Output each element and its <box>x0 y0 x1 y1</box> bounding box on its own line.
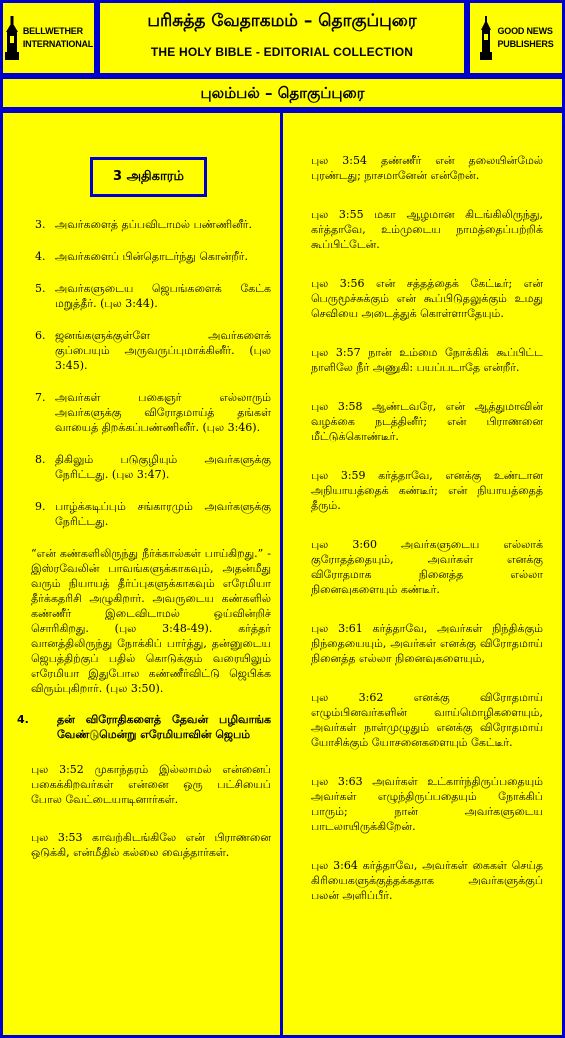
bellwether-logo-box <box>0 0 97 76</box>
section-heading <box>17 712 271 742</box>
item-number: 4. <box>35 250 46 263</box>
verse-paragraph: புல 3:54 தண்ணீர் என் தலையின்மேல் புரண்டது; நாசமானேன் என்றேன். <box>311 154 543 182</box>
right-column <box>280 110 565 1038</box>
item-number: 5. <box>35 282 46 295</box>
right-logo-line-1: GOOD NEWS <box>497 26 553 36</box>
verse-paragraph: புல 3:55 மகா ஆழமான கிடங்கிலிருந்து, கர்த்தாவே, உம்முடைய நாமத்தைப்பற்றிக் கூப்பிட்டேன். <box>311 208 543 251</box>
verse-paragraph: புல 3:59 கர்த்தாவே, எனக்கு உண்டான அநியாயத்தைக் கண்டீர்; என் நியாயத்தைத் தீரும். <box>311 469 543 512</box>
chapter-label: 3 அதிகாரம் <box>90 157 207 197</box>
list-item <box>31 390 271 435</box>
list-item <box>31 499 271 529</box>
tower-icon <box>478 16 494 60</box>
item-text: ஜனங்களுக்குள்ளே அவர்களைக் குப்பையும் அருவருப்புமாக்கினீர். (புல 3:45). <box>55 329 271 372</box>
item-number: 6. <box>35 329 46 342</box>
english-title: THE HOLY BIBLE - EDITORIAL COLLECTION <box>150 45 414 59</box>
item-number: 7. <box>35 391 46 404</box>
verse-paragraph: புல 3:61 கர்த்தாவே, அவர்கள் நிந்திக்கும் நிந்தையையும், அவர்கள் எனக்கு விரோதமாய் நினைத்த எல்லா நினைவுகளையும், <box>311 622 543 665</box>
good-news-logo-box <box>467 0 565 76</box>
verse-paragraph: புல 3:52 முகாந்தரம் இல்லாமல் என்னைப் பகைக்கிறவர்கள் என்னை ஒரு பட்சியைப் போல வேட்டையாடினார்கள். <box>31 763 271 806</box>
verse-paragraph: புல 3:58 ஆண்டவரே, என் ஆத்துமாவின் வழக்கை நடத்தினீர்; என் பிராணனை மீட்டுக்கொண்டீர். <box>311 400 543 443</box>
item-number: 8. <box>35 453 46 466</box>
section-title: தன் விரோதிகளைத் தேவன் பழிவாங்க வேண்டுமென்று எரேமியாவின் ஜெபம் <box>57 713 271 741</box>
list-item <box>31 452 271 482</box>
left-column-content <box>17 217 271 883</box>
tamil-title: பரிசுத்த வேதாகமம் – தொகுப்புரை <box>147 11 417 31</box>
item-number: 3. <box>35 218 46 231</box>
list-item <box>31 328 271 373</box>
book-title: புலம்பல் – தொகுப்புரை <box>200 84 365 102</box>
left-column <box>0 110 283 1038</box>
list-item <box>31 217 271 232</box>
right-column-content <box>311 153 543 927</box>
verse-paragraph: புல 3:57 நான் உம்மை நோக்கிக் கூப்பிட்ட நாளிலே நீர் அணுகி: பயப்படாதே என்றீர். <box>311 346 543 374</box>
header-title-box <box>97 0 467 76</box>
item-text: அவர்களுடைய ஜெபங்களைக் கேட்க மறுத்தீர். (புல 3:44). <box>55 282 271 310</box>
bell-tower-icon <box>4 16 20 60</box>
verse-paragraph: புல 3:64 கர்த்தாவே, அவர்கள் கைகள் செய்த கிரியைகளுக்குத்தக்கதாக அவர்களுக்குப் பலன் அளிப்பீர். <box>311 859 543 902</box>
verse-paragraph: புல 3:62 எனக்கு விரோதமாய் எழும்பினவர்களின் வாய்மொழிகளையும், அவர்கள் நாள்முழுதும் எனக்கு விரோதமாய் யோசிக்கும் யோசனைகளையும் கேட்டீர். <box>311 691 543 749</box>
list-item <box>31 281 271 311</box>
verse-paragraph: புல 3:56 என் சத்தத்தைக் கேட்டீர்; என் பெருமூச்சுக்கும் என் கூப்பிடுதலுக்கும் உமது செவியை அடைத்துக் கொள்ளாதேயும். <box>311 277 543 320</box>
verse-paragraph: புல 3:60 அவர்களுடைய எல்லாக் குரோதத்தையும், அவர்கள் எனக்கு விரோதமாக நினைத்த எல்லா நினைவுகளையும் கண்டீர். <box>311 538 543 596</box>
commentary-paragraph: “என் கண்களிலிருந்து நீர்க்கால்கள் பாய்கிறது.” - இஸ்ரவேலின் பாவங்களுக்காகவும், அதன்மீது வரும் நியாயத் தீர்ப்புகளுக்காகவும் எரேமியா தீர்க்கதரிசி அழுகிறார். அவருடைய கண்களில் கண்ணீர் இடைவிடாமல் ஒய்வின்றிச் சொரிகிறது. (புல 3:48-49). கர்த்தர் வானத்திலிருந்து நோக்கிப் பார்த்து, தன்னுடைய ஜெபத்திற்குப் பதில் கொடுக்கும் வரையிலும் எரேமியா இதுபோல கண்ணீர்விட்டு ஜெபிக்க விரும்புகிறார். (புல 3:50). <box>31 547 271 695</box>
item-text: திகிலும் படுகுழியும் அவர்களுக்கு நேரிட்டது. (புல 3:47). <box>55 453 271 481</box>
left-logo-line-2: INTERNATIONAL <box>22 39 94 49</box>
item-text: அவர்களைத் தப்பவிடாமல் பண்ணினீர். <box>55 218 253 231</box>
item-text: அவர்களைப் பின்தொடர்ந்து கொன்றீர். <box>55 250 249 263</box>
book-title-bar <box>0 76 565 110</box>
verse-paragraph: புல 3:63 அவர்கள் உட்கார்ந்திருப்பதையும் அவர்கள் எழுந்திருப்பதையும் நோக்கிப் பாரும்; நான் அவர்களுடைய பாடலாயிருக்கிறேன். <box>311 775 543 833</box>
section-number: 4. <box>17 713 29 726</box>
verse-paragraph: புல 3:53 காவற்கிடங்கிலே என் பிராணனை ஒடுக்கி, என்மீதில் கல்லை வைத்தார்கள். <box>31 831 271 859</box>
list-item <box>31 249 271 264</box>
item-number: 9. <box>35 500 46 513</box>
right-logo-line-2: PUBLISHERS <box>497 39 554 49</box>
left-logo-line-1: BELLWETHER <box>22 26 83 36</box>
item-text: அவர்கள் பகைஞர் எல்லாரும் அவர்களுக்கு விரோதமாய்த் தங்கள் வாயைத் திறக்கப்பண்ணினீர். (புல 3:46). <box>55 391 271 434</box>
item-text: பாழ்க்கடிப்பும் சங்காரமும் அவர்களுக்கு நேரிட்டது. <box>55 500 271 528</box>
